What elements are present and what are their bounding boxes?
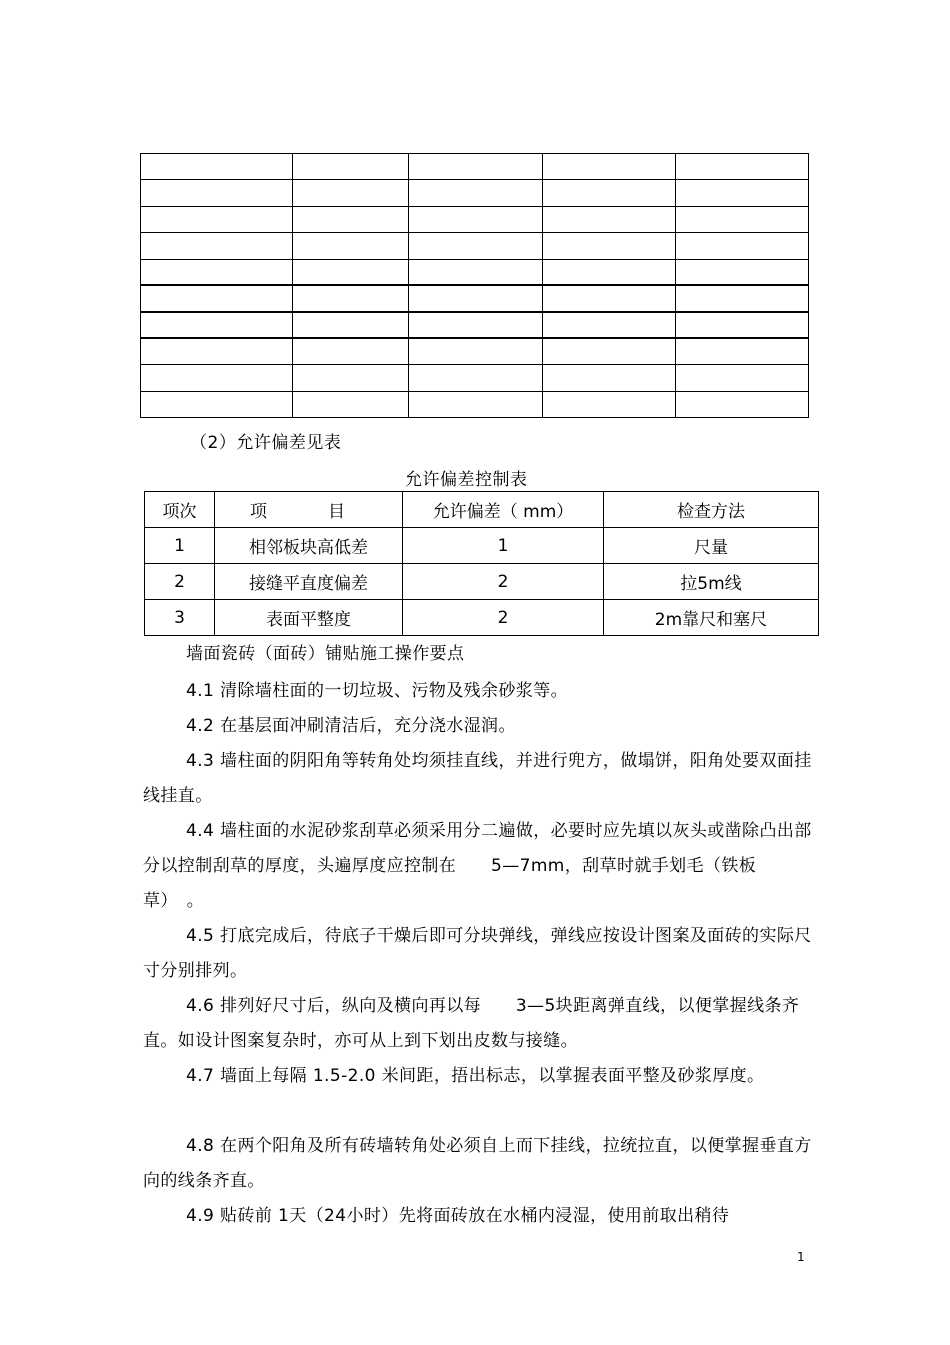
- cell-item: 相邻板块高低差: [215, 528, 403, 564]
- cell-method: 拉5m线: [604, 564, 819, 600]
- cell-method: 尺量: [604, 528, 819, 564]
- cell-item: 接缝平直度偏差: [215, 564, 403, 600]
- paragraph-4-4: 4.4 墙柱面的水泥砂浆刮草必须采用分二遍做，必要时应先填以灰头或凿除凸出部分以控制刮草的厚度，头遍厚度应控制在 5—7mm，刮草时就手划毛（铁板草） 。: [143, 821, 812, 911]
- cell-index: 2: [145, 564, 215, 600]
- header-deviation: 允许偏差（ mm）: [403, 492, 604, 528]
- header-method: 检查方法: [604, 492, 819, 528]
- paragraph-4-5: 4.5 打底完成后，待底子干燥后即可分块弹线，弹线应按设计图案及面砖的实际尺寸分别排列。: [143, 926, 812, 981]
- table-row: [141, 233, 809, 259]
- table-row: [141, 391, 809, 417]
- table-row: [141, 365, 809, 391]
- paragraph-4-1: 4.1 清除墙柱面的一切垃圾、污物及残余砂浆等。: [186, 681, 569, 701]
- paragraph-4-6: 4.6 排列好尺寸后，纵向及横向再以每 3—5块距离弹直线，以便掌握线条齐直。如设计图案复杂时，亦可从上到下划出皮数与接缝。: [143, 996, 800, 1051]
- table-row: [145, 564, 819, 600]
- header-item: 项 目: [215, 492, 403, 528]
- cell-item: 表面平整度: [215, 600, 403, 636]
- table-row: [141, 259, 809, 285]
- cell-method: 2m靠尺和塞尺: [604, 600, 819, 636]
- table-row: [141, 154, 809, 180]
- table-row: [141, 285, 809, 311]
- paragraph-4-2: 4.2 在基层面冲刷清洁后，充分浇水湿润。: [186, 716, 516, 736]
- paragraph-4-8: 4.8 在两个阳角及所有砖墙转角处必须自上而下挂线，拉统拉直，以便掌握垂直方向的线条齐直。: [143, 1136, 812, 1191]
- table-row: [141, 338, 809, 364]
- table-row: [141, 312, 809, 338]
- table-header-row: [145, 492, 819, 528]
- paragraph-4-9: 4.9 贴砖前 1天（24小时）先将面砖放在水桶内浸湿，使用前取出稍待: [186, 1206, 730, 1226]
- table-row: [141, 206, 809, 232]
- empty-grid-table: [140, 153, 809, 418]
- cell-index: 3: [145, 600, 215, 636]
- table-row: [141, 180, 809, 206]
- cell-deviation: 2: [403, 600, 604, 636]
- deviation-table: [144, 491, 819, 636]
- cell-index: 1: [145, 528, 215, 564]
- table-caption: 允许偏差控制表: [405, 470, 528, 490]
- cell-deviation: 2: [403, 564, 604, 600]
- table-row: [145, 600, 819, 636]
- page-number: 1: [797, 1250, 805, 1264]
- paragraph-4-7: 4.7 墙面上每隔 1.5-2.0 米间距，捂出标志，以掌握表面平整及砂浆厚度。: [186, 1066, 765, 1086]
- table-row: [145, 528, 819, 564]
- section-title: 墙面瓷砖（面砖）铺贴施工操作要点: [186, 644, 465, 664]
- deviation-note: （2）允许偏差见表: [190, 433, 342, 453]
- paragraph-4-3: 4.3 墙柱面的阴阳角等转角处均须挂直线，并进行兜方，做塌饼，阳角处要双面挂线挂直。: [143, 751, 812, 806]
- cell-deviation: 1: [403, 528, 604, 564]
- header-index: 项次: [145, 492, 215, 528]
